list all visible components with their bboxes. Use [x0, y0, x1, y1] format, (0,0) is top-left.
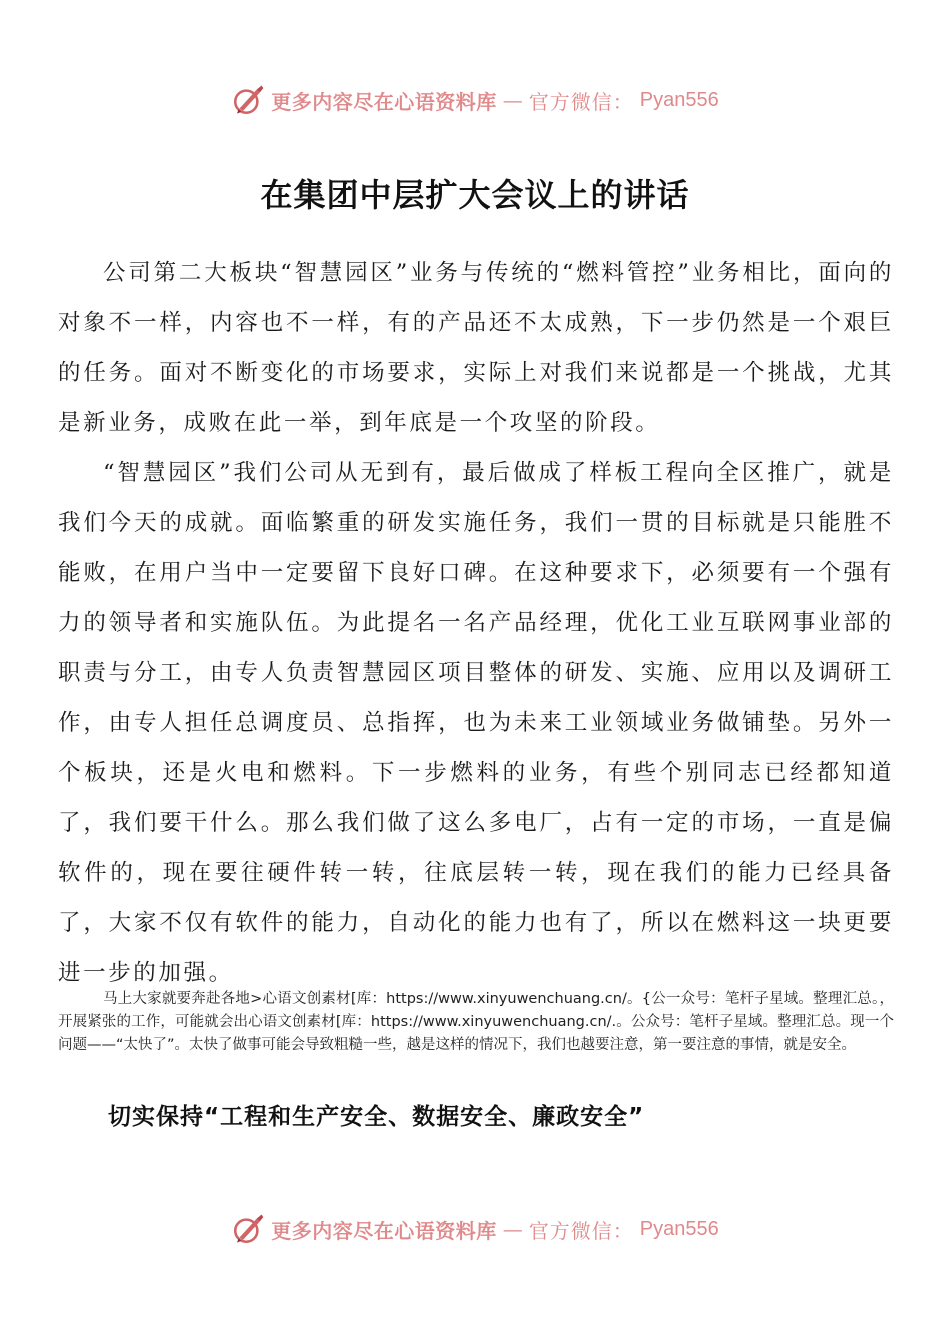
header-banner — [0, 80, 950, 120]
banner-main-text: 更多内容尽在心语资料库 — [271, 89, 497, 114]
footer-banner — [0, 1209, 950, 1249]
pen-logo-icon — [231, 1212, 265, 1246]
banner-official-text: 官方微信： — [528, 89, 634, 114]
banner-dash: — — [502, 1217, 523, 1241]
body-paragraph: 公司第二大板块“智慧园区”业务与传统的“燃料管控”业务相比，面向的对象不一样，内容也不一样，有的产品还不太成熟，下一步仍然是一个艰巨的任务。面对不断变化的市场要求，实际上对我们来说都是一个挑战，尤其是新业务，成败在此一举，到年底是一个攻坚的阶段。 — [58, 260, 894, 436]
pen-logo-icon — [231, 83, 265, 117]
banner-official-text: 官方微信： — [528, 1218, 634, 1243]
note-paragraph: 马上大家就要奔赴各地>心语文创素材[库：https://www.xinyuwenchuang.cn/。{公一众号：笔杆子星域。整理汇总。，开展紧张的工作，可能就会出心语文创素材[库：https://www.xinyuwenchuang.cn/.。公众号：笔杆子星域。整理汇总。现一个问题——“太快了”。太快了做事可能会导致粗糙一些，越是这样的情况下，我们也越要注意，第一要注意的事情，就是安全。 — [58, 991, 894, 1053]
banner-dash: — — [502, 88, 523, 112]
banner-wechat-id: Pyan556 — [639, 88, 719, 111]
banner-wechat-id: Pyan556 — [639, 1217, 719, 1240]
section-subheading: 切实保持“工程和生产安全、数据安全、廉政安全” — [108, 1104, 645, 1130]
document-title: 在集团中层扩大会议上的讲话 — [260, 176, 690, 214]
banner-main-text: 更多内容尽在心语资料库 — [271, 1218, 497, 1243]
body-paragraph: “智慧园区”我们公司从无到有，最后做成了样板工程向全区推广，就是我们今天的成就。面临繁重的研发实施任务，我们一贯的目标就是只能胜不能败，在用户当中一定要留下良好口碑。在这种要求下，必须要有一个强有力的领导者和实施队伍。为此提名一名产品经理，优化工业互联网事业部的职责与分工，由专人负责智慧园区项目整体的研发、实施、应用以及调研工作，由专人担任总调度员、总指挥，也为未来工业领域业务做铺垫。另外一个板块，还是火电和燃料。下一步燃料的业务，有些个别同志已经都知道了，我们要干什么。那么我们做了这么多电厂，占有一定的市场，一直是偏软件的，现在要往硬件转一转，往底层转一转，现在我们的能力已经具备了，大家不仅有软件的能力，自动化的能力也有了，所以在燃料这一块更要进一步的加强。 — [58, 460, 894, 986]
